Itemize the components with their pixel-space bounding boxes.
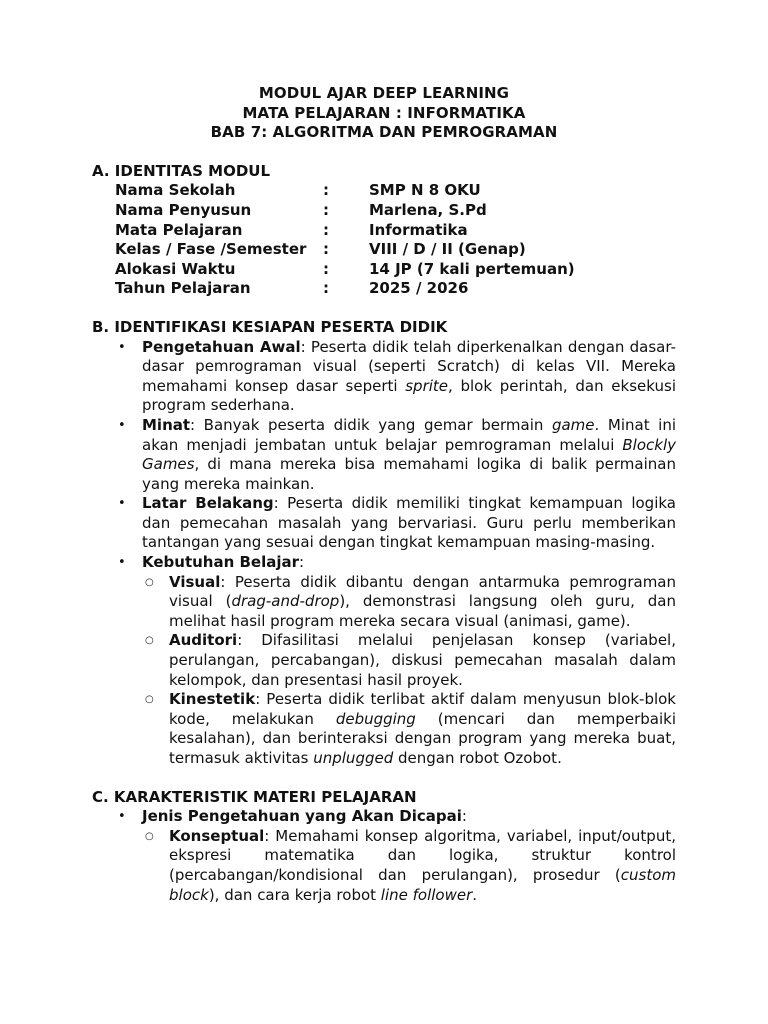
- identity-label: Nama Penyusun: [115, 200, 252, 219]
- list-item-konseptual: [142, 827, 676, 905]
- list-item-kinestetik: [142, 690, 676, 768]
- learning-needs-list: [142, 573, 676, 769]
- term: Auditori: [169, 631, 238, 650]
- material-list: [92, 807, 676, 905]
- identity-value: 14 JP (7 kali pertemuan): [369, 259, 575, 278]
- text: :: [461, 807, 467, 826]
- identity-value: Marlena, S.Pd: [369, 200, 487, 219]
- section-b-heading: B. IDENTIFIKASI KESIAPAN PESERTA DIDIK: [92, 317, 448, 336]
- text: . Minat ini akan menjadi jembatan untuk belajar pemrograman melalui: [142, 415, 676, 454]
- list-item-kebutuhan-belajar: [92, 553, 676, 769]
- text: , di mana mereka bisa memahami logika di balik permainan yang mereka mainkan.: [142, 455, 676, 493]
- identity-row: [115, 201, 676, 221]
- identity-colon: :: [323, 259, 329, 278]
- readiness-list: [92, 338, 676, 769]
- list-item-visual: [142, 573, 676, 632]
- emphasis: debugging: [335, 709, 416, 728]
- identity-label: Alokasi Waktu: [115, 259, 236, 278]
- term: Konseptual: [169, 826, 265, 845]
- identity-value: 2025 / 2026: [369, 279, 469, 298]
- text: : Banyak peserta didik yang gemar bermain: [190, 415, 552, 434]
- identity-label: Nama Sekolah: [115, 181, 236, 200]
- list-item-minat: [92, 416, 676, 494]
- identity-colon: :: [323, 181, 329, 200]
- emphasis: game: [551, 415, 595, 434]
- section-c-heading: C. KARAKTERISTIK MATERI PELAJARAN: [92, 787, 417, 806]
- list-item-auditori: [142, 631, 676, 690]
- section-a-heading: A. IDENTITAS MODUL: [92, 161, 271, 180]
- emphasis: line follower: [380, 885, 473, 904]
- term: Jenis Pengetahuan yang Akan Dicapai: [142, 807, 462, 826]
- title-line-3: BAB 7: ALGORITMA DAN PEMROGRAMAN: [210, 123, 558, 142]
- emphasis: unplugged: [313, 749, 394, 767]
- identity-row: [115, 240, 676, 260]
- identity-label: Mata Pelajaran: [115, 220, 243, 239]
- list-item-pengetahuan-awal: [92, 338, 676, 416]
- text: : Peserta didik dibantu dengan antarmuka pemrograman visual (: [169, 572, 676, 611]
- text: : Difasilitasi melalui penjelasan konsep (variabel, perulangan, percabangan), diskusi pemecahan masalah dalam kelompok, dan presentasi hasil proyek.: [169, 631, 676, 689]
- emphasis: drag-and-drop: [231, 592, 340, 611]
- term: Pengetahuan Awal: [142, 337, 301, 356]
- list-item-latar-belakang: [92, 494, 676, 553]
- identity-row: [115, 221, 676, 241]
- term: Visual: [169, 572, 221, 591]
- list-item-jenis-pengetahuan: [92, 807, 676, 905]
- text: :: [299, 553, 305, 572]
- identity-value: Informatika: [369, 220, 468, 239]
- identity-value: VIII / D / II (Genap): [369, 240, 526, 259]
- term: Kinestetik: [169, 690, 256, 709]
- identity-row: [115, 181, 676, 201]
- term: Latar Belakang: [142, 494, 274, 513]
- identity-row: [115, 260, 676, 280]
- identity-value: SMP N 8 OKU: [369, 181, 481, 200]
- text: : Peserta didik telah diperkenalkan dengan dasar-dasar pemrograman visual (seperti Scratch) di kelas VII. Mereka memahami konsep dasar seperti: [142, 337, 676, 395]
- section-karakteristik-materi: [92, 788, 676, 906]
- identity-label: Kelas / Fase /Semester: [115, 240, 307, 259]
- identity-label: Tahun Pelajaran: [115, 279, 251, 298]
- identity-colon: :: [323, 220, 329, 239]
- text: : Peserta didik memiliki tingkat kemampuan logika dan pemecahan masalah yang bervariasi. Guru perlu memberikan tantangan yang sesuai dengan tingkat kemampuan masing-masing.: [142, 494, 676, 552]
- emphasis: sprite: [405, 376, 449, 395]
- text: ), dan cara kerja robot: [208, 885, 381, 904]
- title-line-1: MODUL AJAR DEEP LEARNING: [258, 84, 510, 102]
- text: : Peserta didik terlibat aktif dalam menyusun blok-blok kode, melakukan: [169, 690, 676, 728]
- text: ), demonstrasi langsung oleh guru, dan melihat hasil program mereka secara visual (animasi, game).: [169, 592, 676, 630]
- section-identifikasi-kesiapan: [92, 318, 676, 769]
- identity-row: [115, 279, 676, 299]
- identity-colon: :: [323, 240, 329, 259]
- emphasis: custom block: [169, 865, 676, 904]
- text: dengan robot Ozobot.: [393, 749, 562, 767]
- text: .: [472, 885, 478, 904]
- text: (mencari dan memperbaiki kesalahan), dan berinteraksi dengan program yang mereka buat, termasuk aktivitas: [169, 709, 676, 767]
- knowledge-type-list: [142, 827, 676, 905]
- title-line-2: MATA PELAJARAN : INFORMATIKA: [242, 103, 526, 122]
- identity-colon: :: [323, 279, 329, 298]
- text: , blok perintah, dan eksekusi program sederhana.: [142, 376, 676, 415]
- identity-table: [115, 181, 676, 299]
- section-identitas-modul: [92, 162, 676, 299]
- text: : Memahami konsep algoritma, variabel, input/output, ekspresi matematika dan logika, struktur kontrol (percabangan/kondisional dan perulangan), prosedur (: [169, 826, 676, 884]
- term: Kebutuhan Belajar: [142, 553, 300, 572]
- emphasis: Blockly Games: [142, 435, 676, 474]
- term: Minat: [142, 415, 191, 434]
- document-title: [92, 84, 676, 143]
- identity-colon: :: [323, 200, 329, 219]
